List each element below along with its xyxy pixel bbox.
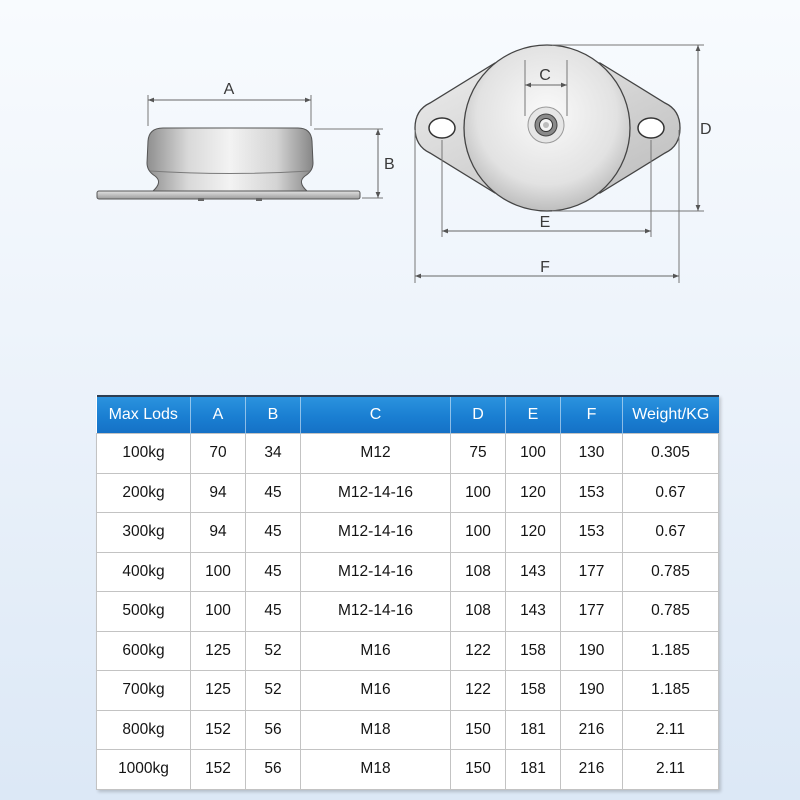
- plate-fastener-mark: [256, 198, 262, 201]
- table-cell: M18: [301, 750, 451, 790]
- table-row: [97, 473, 719, 513]
- table-cell: 122: [451, 671, 506, 711]
- table-cell: 100: [191, 592, 246, 632]
- table-row: [97, 513, 719, 553]
- column-header-weight-kg: Weight/KG: [623, 396, 719, 434]
- column-header-f: F: [561, 396, 623, 434]
- table-cell: 120: [506, 473, 561, 513]
- table-cell: 122: [451, 631, 506, 671]
- table-cell: M12-14-16: [301, 473, 451, 513]
- table-cell: 177: [561, 552, 623, 592]
- table-row: [97, 750, 719, 790]
- table-cell: 400kg: [97, 552, 191, 592]
- table-cell: 600kg: [97, 631, 191, 671]
- table-cell: 0.785: [623, 592, 719, 632]
- table-cell: 1.185: [623, 671, 719, 711]
- table-cell: 177: [561, 592, 623, 632]
- table-cell: M12-14-16: [301, 513, 451, 553]
- table-cell: 0.67: [623, 473, 719, 513]
- table-cell: 1.185: [623, 631, 719, 671]
- column-header-b: B: [246, 396, 301, 434]
- column-header-a: A: [191, 396, 246, 434]
- table-row: [97, 671, 719, 711]
- table-body: [97, 434, 719, 790]
- dimension-label-f: F: [540, 259, 550, 276]
- table-cell: 158: [506, 671, 561, 711]
- table-cell: 100: [451, 513, 506, 553]
- table-cell: 120: [506, 513, 561, 553]
- table-cell: 52: [246, 631, 301, 671]
- table-cell: 100: [506, 434, 561, 474]
- table-cell: 153: [561, 513, 623, 553]
- table-cell: 52: [246, 671, 301, 711]
- dimension-label-b: B: [384, 156, 395, 173]
- table-cell: M12: [301, 434, 451, 474]
- table-cell: 45: [246, 513, 301, 553]
- table-cell: 300kg: [97, 513, 191, 553]
- table-cell: 100kg: [97, 434, 191, 474]
- table-cell: 181: [506, 750, 561, 790]
- mounting-hole-right: [638, 118, 664, 138]
- dimension-label-e: E: [539, 214, 551, 231]
- column-header-c: C: [301, 396, 451, 434]
- specification-table: [96, 395, 719, 790]
- table-cell: 150: [451, 750, 506, 790]
- table-cell: 153: [561, 473, 623, 513]
- header-row: [97, 396, 719, 434]
- table-cell: 0.305: [623, 434, 719, 474]
- table-cell: 94: [191, 513, 246, 553]
- table-row: [97, 592, 719, 632]
- table-cell: 143: [506, 552, 561, 592]
- table-cell: 0.785: [623, 552, 719, 592]
- dimension-label-d: D: [700, 121, 712, 138]
- table-cell: 94: [191, 473, 246, 513]
- table-cell: M18: [301, 710, 451, 750]
- table-cell: 158: [506, 631, 561, 671]
- table-cell: 45: [246, 592, 301, 632]
- table-cell: 45: [246, 473, 301, 513]
- mount-technical-drawing: [0, 0, 800, 300]
- table-cell: M16: [301, 671, 451, 711]
- table-cell: 216: [561, 710, 623, 750]
- table-cell: M12-14-16: [301, 592, 451, 632]
- table-cell: 190: [561, 671, 623, 711]
- table-cell: 2.11: [623, 710, 719, 750]
- table-cell: 100: [191, 552, 246, 592]
- side-view: [97, 81, 395, 201]
- table-cell: 1000kg: [97, 750, 191, 790]
- table-cell: 200kg: [97, 473, 191, 513]
- table-cell: 216: [561, 750, 623, 790]
- dimension-label-c: C: [539, 67, 551, 84]
- table-cell: M12-14-16: [301, 552, 451, 592]
- table-cell: 75: [451, 434, 506, 474]
- plate-fastener-mark: [198, 198, 204, 201]
- table-cell: 70: [191, 434, 246, 474]
- column-header-d: D: [451, 396, 506, 434]
- top-view: [415, 45, 712, 283]
- table-cell: 181: [506, 710, 561, 750]
- table-cell: 152: [191, 750, 246, 790]
- table-row: [97, 552, 719, 592]
- table-cell: 125: [191, 671, 246, 711]
- table-cell: 56: [246, 750, 301, 790]
- mounting-hole-left: [429, 118, 455, 138]
- dimension-a: [148, 81, 311, 126]
- table-cell: 2.11: [623, 750, 719, 790]
- table-cell: 56: [246, 710, 301, 750]
- table-row: [97, 434, 719, 474]
- table-cell: 130: [561, 434, 623, 474]
- table-cell: 190: [561, 631, 623, 671]
- center-bolt: [528, 107, 564, 143]
- rubber-dome: [147, 128, 313, 191]
- table-cell: 143: [506, 592, 561, 632]
- table-cell: 500kg: [97, 592, 191, 632]
- dimension-label-a: A: [223, 81, 235, 98]
- table-cell: 34: [246, 434, 301, 474]
- table-row: [97, 710, 719, 750]
- table-cell: 0.67: [623, 513, 719, 553]
- table-cell: 700kg: [97, 671, 191, 711]
- table-cell: 125: [191, 631, 246, 671]
- table-cell: 800kg: [97, 710, 191, 750]
- table-cell: 100: [451, 473, 506, 513]
- base-plate: [97, 191, 360, 199]
- table-cell: 108: [451, 552, 506, 592]
- table-cell: 152: [191, 710, 246, 750]
- dimension-b: [314, 129, 395, 198]
- column-header-e: E: [506, 396, 561, 434]
- table-row: [97, 631, 719, 671]
- table-cell: 150: [451, 710, 506, 750]
- table-header: [97, 396, 719, 434]
- table-cell: M16: [301, 631, 451, 671]
- table-cell: 108: [451, 592, 506, 632]
- column-header-max-lods: Max Lods: [97, 396, 191, 434]
- bolt-core: [543, 122, 549, 128]
- table-cell: 45: [246, 552, 301, 592]
